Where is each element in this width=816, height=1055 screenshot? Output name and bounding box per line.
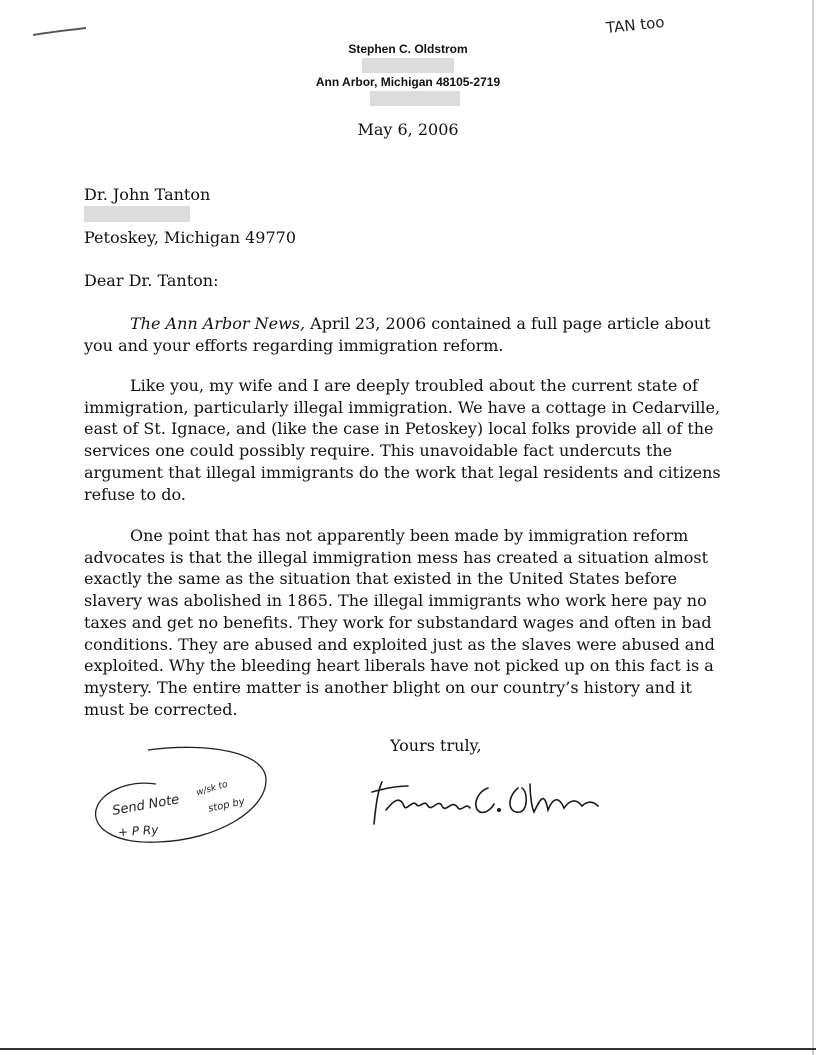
newspaper-title: The Ann Arbor News, [130,314,306,333]
circled-note-outline [88,740,278,855]
letterhead-city: Ann Arbor, Michigan 48105-2719 [315,75,501,89]
handwritten-note-line2: + P Ry [117,822,159,840]
margin-handwritten-note: TAN too [605,12,666,38]
salutation: Dear Dr. Tanton: [84,271,219,290]
letter-date: May 6, 2006 [357,120,459,139]
handwritten-note-side2: stop by [207,796,246,815]
pen-stroke-mark [30,22,90,42]
handwritten-signature [368,770,608,830]
letterhead-name: Stephen C. Oldstrom [348,42,468,56]
paragraph-1-text: April 23, 2006 contained a full page article about you and your efforts regarding immigration reform. [84,314,711,355]
closing: Yours truly, [390,736,482,755]
handwritten-note-side1: w/sk to [195,779,229,799]
body-paragraph-3 [84,525,732,720]
paragraph-3-text: One point that has not apparently been made by immigration reform advocates is that the illegal immigration mess has created a situation almost exactly the same as the situation that existed in the United States before slavery was abolished in 1865. The illegal immigrants who work here pay no taxes and get no benefits. They work for substandard wages and often in bad conditions. They are abused and exploited just as the slaves were abused and exploited. Why the bleeding heart liberals have not picked up on this fact is a mystery. The entire matter is another blight on our country’s history and it must be corrected. [84,526,715,719]
scan-edge-bottom [0,1048,816,1050]
body-paragraph-1 [84,313,732,356]
scan-edge-right [812,0,814,1055]
redacted-recipient-street [84,206,190,222]
redacted-street-address [362,58,454,73]
redacted-phone [370,91,460,106]
paragraph-2-text: Like you, my wife and I are deeply troubled about the current state of immigration, particularly illegal immigration. We have a cottage in Cedarville, east of St. Ignace, and (like the case in Petoskey) local folks provide all of the services one could possibly require. This unavoidable fact undercuts the argument that illegal immigrants do the work that legal residents and citizens refuse to do. [84,376,721,504]
recipient-name: Dr. John Tanton [84,185,211,204]
handwritten-note-line1: Send Note [111,792,181,819]
recipient-city: Petoskey, Michigan 49770 [84,228,296,247]
body-paragraph-2 [84,375,732,505]
